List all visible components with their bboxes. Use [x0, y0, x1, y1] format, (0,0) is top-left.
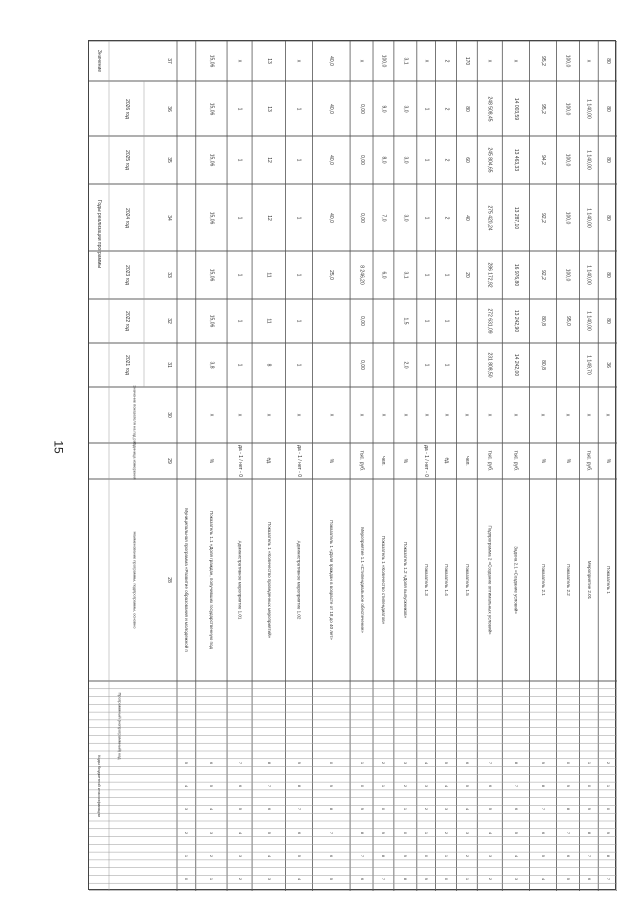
row-base-value: х: [265, 413, 272, 417]
row-year-value: 13 463,33: [512, 148, 519, 172]
row-year-value: 8 246,20: [358, 265, 365, 285]
row-indicator-text: Показатель 2.2: [565, 564, 571, 596]
row-code-digit: 1: [381, 784, 387, 788]
row-year-value: 1: [423, 319, 430, 323]
row-code-digit: 1: [464, 878, 470, 881]
row-code-digit: 7: [266, 784, 272, 788]
row-year-value: 15,06: [208, 268, 215, 282]
row-year-value: 0,00: [358, 103, 365, 114]
row-final-value: 80: [604, 58, 611, 64]
base-year-header: Значение показателя на год раз: [132, 385, 138, 445]
row-code-digit: 8: [605, 854, 611, 858]
row-year-value: 1: [423, 158, 430, 162]
years-group-header: Годы реализации программы: [96, 199, 103, 269]
row-code-digit: 7: [605, 878, 611, 881]
row-year-value: 0,00: [358, 360, 365, 370]
row-code-digit: 2: [403, 784, 409, 788]
row-year-value: 0,00: [358, 212, 365, 223]
row-base-value: х: [236, 413, 243, 417]
row-year-value: 1: [423, 273, 430, 277]
row-year-value: 80,8: [539, 316, 546, 326]
row-code-digit: 9: [424, 878, 430, 881]
row-year-value: 1 140,00: [586, 311, 593, 331]
row-year-value: 1: [442, 273, 449, 277]
row-indicator-text: Мероприятие 2.01: [586, 560, 592, 600]
row-code-digit: 7: [359, 854, 365, 858]
row-year-value: 1: [236, 107, 243, 110]
row-year-value: 1 140,00: [586, 150, 593, 170]
row-indicator-text: Административное мероприятие 1.01: [237, 540, 243, 620]
row-base-value: х: [422, 413, 429, 417]
row-code-digit: 6: [541, 831, 547, 834]
row-year-value: 100,0: [564, 102, 571, 115]
row-year-value: 1: [423, 363, 430, 367]
row-code-digit: 9: [329, 784, 335, 788]
row-code-digit: 5: [541, 854, 547, 858]
row-year-value: 0,00: [358, 316, 365, 326]
row-code-digit: 0: [359, 784, 365, 788]
row-unit: чел.: [463, 456, 470, 466]
row-code-digit: 8: [566, 808, 572, 811]
row-year-value: 80: [604, 272, 611, 278]
row-code-digit: 5: [566, 878, 572, 881]
row-final-value: 3,1: [402, 57, 409, 65]
row-code-digit: 9: [297, 761, 303, 764]
row-year-value: 1 140,00: [586, 265, 593, 285]
row-code-digit: 6: [359, 878, 365, 881]
row-year-value: 1: [295, 273, 302, 277]
row-code-digit: 5: [237, 808, 243, 811]
row-code-digit: 6: [329, 854, 335, 858]
row-code-digit: 0: [586, 784, 592, 788]
row-code-digit: 5: [329, 878, 335, 881]
row-year-value: 3,0: [402, 105, 409, 112]
row-code-digit: 7: [487, 761, 493, 764]
column-number: 33: [165, 272, 172, 278]
row-code-digit: 6: [586, 878, 592, 881]
row-code-digit: 7: [586, 854, 592, 858]
row-year-value: 1: [236, 363, 243, 367]
row-unit: чел.: [380, 456, 387, 466]
row-code-digit: 4: [444, 784, 450, 788]
row-code-digit: 4: [184, 784, 190, 788]
row-code-digit: 7: [566, 831, 572, 834]
row-base-value: х: [585, 413, 592, 417]
row-indicator-text: Показатель 2.1: [540, 564, 546, 596]
row-code-digit: 8: [266, 761, 272, 764]
row-year-value: 1: [236, 273, 243, 277]
row-year-value: 14 003,59: [512, 97, 519, 120]
row-code-digit: 1: [605, 784, 611, 788]
row-base-value: х: [380, 413, 387, 417]
row-code-digit: 9: [403, 854, 409, 858]
row-code-digit: 8: [513, 761, 519, 764]
row-final-value: х: [486, 59, 493, 63]
page-number: 15: [51, 440, 66, 454]
row-base-value: х: [295, 413, 302, 417]
row-year-value: 11: [265, 272, 272, 278]
row-year-value: 245 804,65: [486, 147, 493, 173]
row-code-digit: 1: [403, 808, 409, 811]
row-code-digit: 6: [297, 831, 303, 834]
row-year-value: 2,0: [402, 361, 409, 369]
row-year-value: 80: [604, 318, 611, 324]
year-header: 2021 год: [123, 355, 130, 375]
row-year-value: 25,0: [328, 270, 335, 280]
code-group-header: Коды бюджетной классификации: [96, 755, 102, 817]
row-unit: тыс. руб.: [486, 450, 493, 472]
row-unit: %: [604, 458, 611, 464]
row-final-value: 2: [442, 59, 449, 63]
row-code-digit: 0: [566, 761, 572, 764]
row-year-value: 3,1: [402, 271, 409, 279]
row-year-value: 1 140,00: [586, 207, 593, 228]
row-code-digit: 6: [513, 808, 519, 811]
row-final-value: х: [295, 59, 302, 63]
column-number: 32: [165, 318, 172, 324]
row-code-digit: 9: [605, 831, 611, 834]
row-unit: %: [328, 458, 335, 464]
row-year-value: 275 420,24: [486, 204, 493, 231]
row-year-value: 95,2: [539, 103, 546, 114]
row-year-value: 92,2: [539, 212, 546, 223]
row-code-digit: 3: [403, 761, 409, 764]
row-final-value: 100,0: [564, 54, 571, 68]
row-code-digit: 9: [586, 808, 592, 811]
row-code-digit: 3: [513, 878, 519, 881]
column-number: 30: [165, 412, 172, 418]
row-unit: тыс. руб.: [585, 450, 592, 472]
row-code-digit: 5: [266, 831, 272, 834]
row-code-digit: 6: [209, 761, 215, 764]
row-code-digit: 8: [359, 831, 365, 834]
row-year-value: 1: [442, 319, 449, 323]
row-year-value: 100,0: [564, 268, 571, 282]
row-indicator-text: Показатель 1.2 «Доля выпускников»: [403, 541, 409, 619]
row-year-value: 1 140,00: [586, 98, 593, 119]
row-year-value: 12: [265, 214, 272, 221]
column-number: 36: [165, 105, 172, 112]
row-base-value: х: [442, 413, 449, 417]
row-year-value: 20: [463, 272, 470, 278]
row-year-value: 13 287,10: [512, 206, 519, 229]
row-year-value: 13: [265, 105, 272, 112]
row-code-digit: 0: [424, 854, 430, 858]
row-year-value: 248 508,45: [486, 95, 493, 122]
row-year-value: 94,2: [539, 155, 546, 165]
row-base-value: х: [604, 413, 611, 417]
row-year-value: 60: [463, 157, 470, 163]
row-year-value: 16 976,80: [512, 263, 519, 287]
row-base-value: х: [328, 413, 335, 417]
row-year-value: 1: [236, 216, 243, 219]
row-unit: %: [402, 458, 409, 464]
row-year-value: 231 808,50: [486, 352, 493, 378]
row-code-digit: 0: [605, 808, 611, 811]
row-final-value: 15,06: [208, 54, 215, 68]
row-year-value: 2: [442, 216, 449, 219]
row-code-digit: 3: [424, 784, 430, 788]
row-final-value: х: [585, 59, 592, 63]
table-labels: [89, 41, 617, 891]
row-code-digit: 4: [513, 854, 519, 858]
row-code-digit: 4: [424, 761, 430, 764]
row-code-digit: 2: [464, 854, 470, 858]
row-year-value: 1 149,70: [586, 355, 593, 375]
row-code-digit: 3: [487, 854, 493, 858]
row-year-value: 14 242,00: [512, 353, 519, 377]
row-final-value: х: [422, 59, 429, 63]
row-unit: тыс. руб.: [358, 450, 365, 472]
row-code-digit: 1: [184, 854, 190, 858]
row-indicator-text: Подпрограмма 2 «Создание оптимальных условий»: [487, 525, 493, 635]
row-year-value: 1: [295, 319, 302, 323]
year-header: 2025 год: [123, 150, 130, 170]
row-year-value: 100,0: [564, 211, 571, 224]
row-year-value: 1: [423, 107, 430, 110]
row-unit: %: [565, 458, 572, 464]
column-number: 29: [165, 458, 172, 464]
row-code-digit: 7: [329, 831, 335, 834]
row-final-value: 40,0: [328, 56, 335, 66]
row-indicator-text: Показатель 1.5: [464, 564, 470, 596]
row-year-value: 13 242,90: [512, 309, 519, 333]
row-code-digit: 2: [605, 761, 611, 764]
row-unit: ед.: [265, 457, 272, 465]
row-code-digit: 5: [444, 761, 450, 764]
row-base-value: х: [208, 413, 215, 417]
row-code-digit: 6: [566, 854, 572, 858]
row-year-value: 272 631,09: [486, 308, 493, 334]
row-base-value: х: [402, 413, 409, 417]
row-code-digit: 4: [237, 831, 243, 834]
row-code-digit: 5: [513, 831, 519, 834]
row-code-digit: 7: [297, 808, 303, 811]
row-final-value: х: [358, 59, 365, 63]
row-year-value: 80: [463, 105, 470, 112]
row-final-value: х: [512, 59, 519, 63]
row-code-digit: 4: [209, 808, 215, 811]
row-code-digit: 4: [487, 831, 493, 834]
row-code-digit: 7: [381, 878, 387, 881]
row-indicator-text: Административное мероприятие 1.02: [296, 540, 302, 620]
row-year-value: 80: [604, 214, 611, 221]
row-code-digit: 7: [541, 808, 547, 811]
row-year-value: 1: [295, 363, 302, 367]
row-base-value: х: [463, 413, 470, 417]
row-code-digit: 8: [329, 808, 335, 811]
row-year-value: 80,8: [539, 360, 546, 370]
row-code-digit: 9: [381, 831, 387, 834]
row-code-digit: 5: [184, 761, 190, 764]
row-base-value: х: [486, 413, 493, 417]
row-year-value: 36: [604, 362, 611, 368]
row-year-value: 40,0: [328, 212, 335, 223]
row-final-value: 95,2: [539, 56, 546, 66]
column-number: 35: [165, 157, 172, 163]
row-year-value: 8,0: [380, 156, 387, 164]
row-code-digit: 7: [513, 784, 519, 788]
row-code-digit: 2: [444, 831, 450, 834]
year-header: 2026 год: [123, 98, 130, 119]
row-code-digit: 5: [487, 808, 493, 811]
row-final-value: 13: [265, 58, 272, 64]
row-year-value: 2: [442, 107, 449, 110]
row-unit: да - 1 / нет - 0: [295, 445, 302, 477]
row-year-value: 3,8: [208, 361, 215, 369]
row-code-digit: 3: [266, 878, 272, 881]
row-indicator-text: Показатель 1.1 «Доля граждан, получивших государственную под: [209, 511, 215, 649]
row-year-value: 3,0: [402, 156, 409, 164]
row-code-digit: 4: [464, 808, 470, 811]
row-year-value: 95,0: [564, 316, 571, 326]
row-year-value: 40: [463, 214, 470, 221]
row-year-value: 15,06: [208, 314, 215, 328]
row-year-value: 2: [442, 158, 449, 162]
row-year-value: 15,06: [208, 153, 215, 167]
row-year-value: 1: [442, 363, 449, 367]
row-code-digit: 2: [184, 831, 190, 834]
row-year-value: 1: [295, 216, 302, 219]
year-header: 2022 год: [123, 311, 130, 331]
row-final-value: 100,0: [380, 54, 387, 68]
row-year-value: 92,2: [539, 270, 546, 280]
row-indicator-text: Показатель 1 «Доля граждан в возрасте от 18 до 40 лет»: [329, 520, 335, 640]
indicator-header: Наименование программы, подпрограммы, основно: [131, 531, 137, 629]
row-unit: %: [540, 458, 547, 464]
row-code-digit: 2: [237, 878, 243, 881]
row-unit: %: [208, 458, 215, 464]
row-year-value: 80: [604, 105, 611, 112]
row-code-digit: 2: [381, 761, 387, 764]
row-code-digit: 6: [464, 761, 470, 764]
row-code-digit: 4: [297, 878, 303, 881]
row-code-digit: 8: [541, 784, 547, 788]
row-year-value: 286 172,92: [486, 262, 493, 288]
row-year-value: 1: [295, 107, 302, 110]
row-code-digit: 0: [329, 761, 335, 764]
row-indicator-text: Задача 2.1 «Создание условий»: [514, 546, 520, 614]
row-unit: да - 1 / нет - 0: [236, 445, 243, 477]
row-indicator-text: Показатель 1.3: [423, 564, 429, 596]
row-year-value: 15,06: [208, 211, 215, 224]
row-year-value: 8: [265, 363, 272, 367]
row-code-digit: 9: [359, 808, 365, 811]
row-code-digit: 0: [403, 831, 409, 834]
row-base-value: х: [564, 413, 571, 417]
row-base-value: х: [358, 413, 365, 417]
row-indicator-text: Показатель 1.4: [443, 564, 449, 596]
row-code-digit: 8: [381, 854, 387, 858]
row-code-digit: 8: [403, 878, 409, 881]
row-code-digit: 3: [464, 831, 470, 834]
column-number: 37: [165, 58, 172, 64]
row-code-digit: 3: [444, 808, 450, 811]
row-year-value: 1: [236, 158, 243, 162]
row-code-digit: 6: [266, 808, 272, 811]
row-code-digit: 6: [237, 784, 243, 788]
column-number: 34: [165, 214, 172, 221]
row-code-digit: 2: [209, 854, 215, 858]
row-code-digit: 4: [541, 878, 547, 881]
row-code-digit: 1: [586, 761, 592, 764]
year-header: 2024 год: [123, 207, 130, 228]
program-code-header: Программный (непрограммный) код: [116, 692, 122, 760]
row-year-value: 12: [265, 157, 272, 163]
row-year-value: 9,0: [380, 105, 387, 112]
row-year-value: 1: [236, 319, 243, 323]
row-code-digit: 1: [424, 831, 430, 834]
row-year-value: 7,0: [380, 214, 387, 221]
row-indicator-text: Муниципальная программа «Развитие образования и молодежной п: [184, 508, 190, 652]
row-code-digit: 4: [266, 854, 272, 858]
row-unit: да - 1 / нет - 0: [423, 445, 430, 477]
row-code-digit: 1: [209, 878, 215, 881]
row-code-digit: 0: [444, 878, 450, 881]
row-unit: ед.: [442, 457, 449, 465]
row-year-value: 1: [423, 216, 430, 219]
row-code-digit: 3: [237, 854, 243, 858]
row-code-digit: 2: [424, 808, 430, 811]
row-code-digit: 9: [541, 761, 547, 764]
row-year-value: 1: [295, 158, 302, 162]
row-base-value: х: [512, 413, 519, 417]
row-code-digit: 8: [297, 784, 303, 788]
column-number: 31: [165, 362, 172, 368]
final-value-header: Значение: [96, 49, 103, 73]
row-code-digit: 7: [237, 761, 243, 764]
document-table: [88, 40, 616, 890]
row-code-digit: 8: [586, 831, 592, 834]
row-year-value: 100,0: [564, 153, 571, 167]
row-code-digit: 5: [209, 784, 215, 788]
row-code-digit: 6: [487, 784, 493, 788]
row-code-digit: 0: [184, 878, 190, 881]
row-code-digit: 5: [464, 784, 470, 788]
row-indicator-text: Показатель 1 «Количество проведенных мероприятий»: [266, 521, 272, 639]
row-final-value: 170: [464, 56, 471, 66]
row-year-value: 40,0: [328, 155, 335, 165]
row-code-digit: 9: [566, 784, 572, 788]
row-year-value: 11: [265, 318, 272, 324]
row-code-digit: 2: [487, 878, 493, 881]
year-header: 2023 год: [123, 265, 130, 285]
row-code-digit: 3: [209, 831, 215, 834]
row-code-digit: 5: [297, 854, 303, 858]
row-year-value: 80: [604, 157, 611, 163]
row-indicator-text: Показатель 1: [605, 566, 611, 594]
row-year-value: 3,0: [402, 214, 409, 221]
row-year-value: 40,0: [328, 103, 335, 114]
column-number: 28: [165, 577, 172, 583]
row-base-value: х: [539, 413, 546, 417]
unit-header: Единица измерения: [132, 442, 138, 480]
row-code-digit: 1: [444, 854, 450, 858]
row-code-digit: 3: [184, 808, 190, 811]
row-year-value: 6,0: [380, 271, 387, 279]
row-year-value: 15,06: [208, 102, 215, 115]
row-indicator-text: Мероприятие 1.1 «Стипендиальное обеспечение»: [359, 527, 365, 633]
row-unit: тыс. руб.: [512, 450, 519, 472]
row-indicator-text: Показатель 1 «Количество стипендиатов»: [381, 535, 387, 625]
row-code-digit: 0: [381, 808, 387, 811]
row-code-digit: 1: [359, 761, 365, 764]
row-year-value: 1,5: [402, 317, 409, 325]
row-final-value: х: [236, 59, 243, 63]
row-year-value: 0,00: [358, 155, 365, 165]
